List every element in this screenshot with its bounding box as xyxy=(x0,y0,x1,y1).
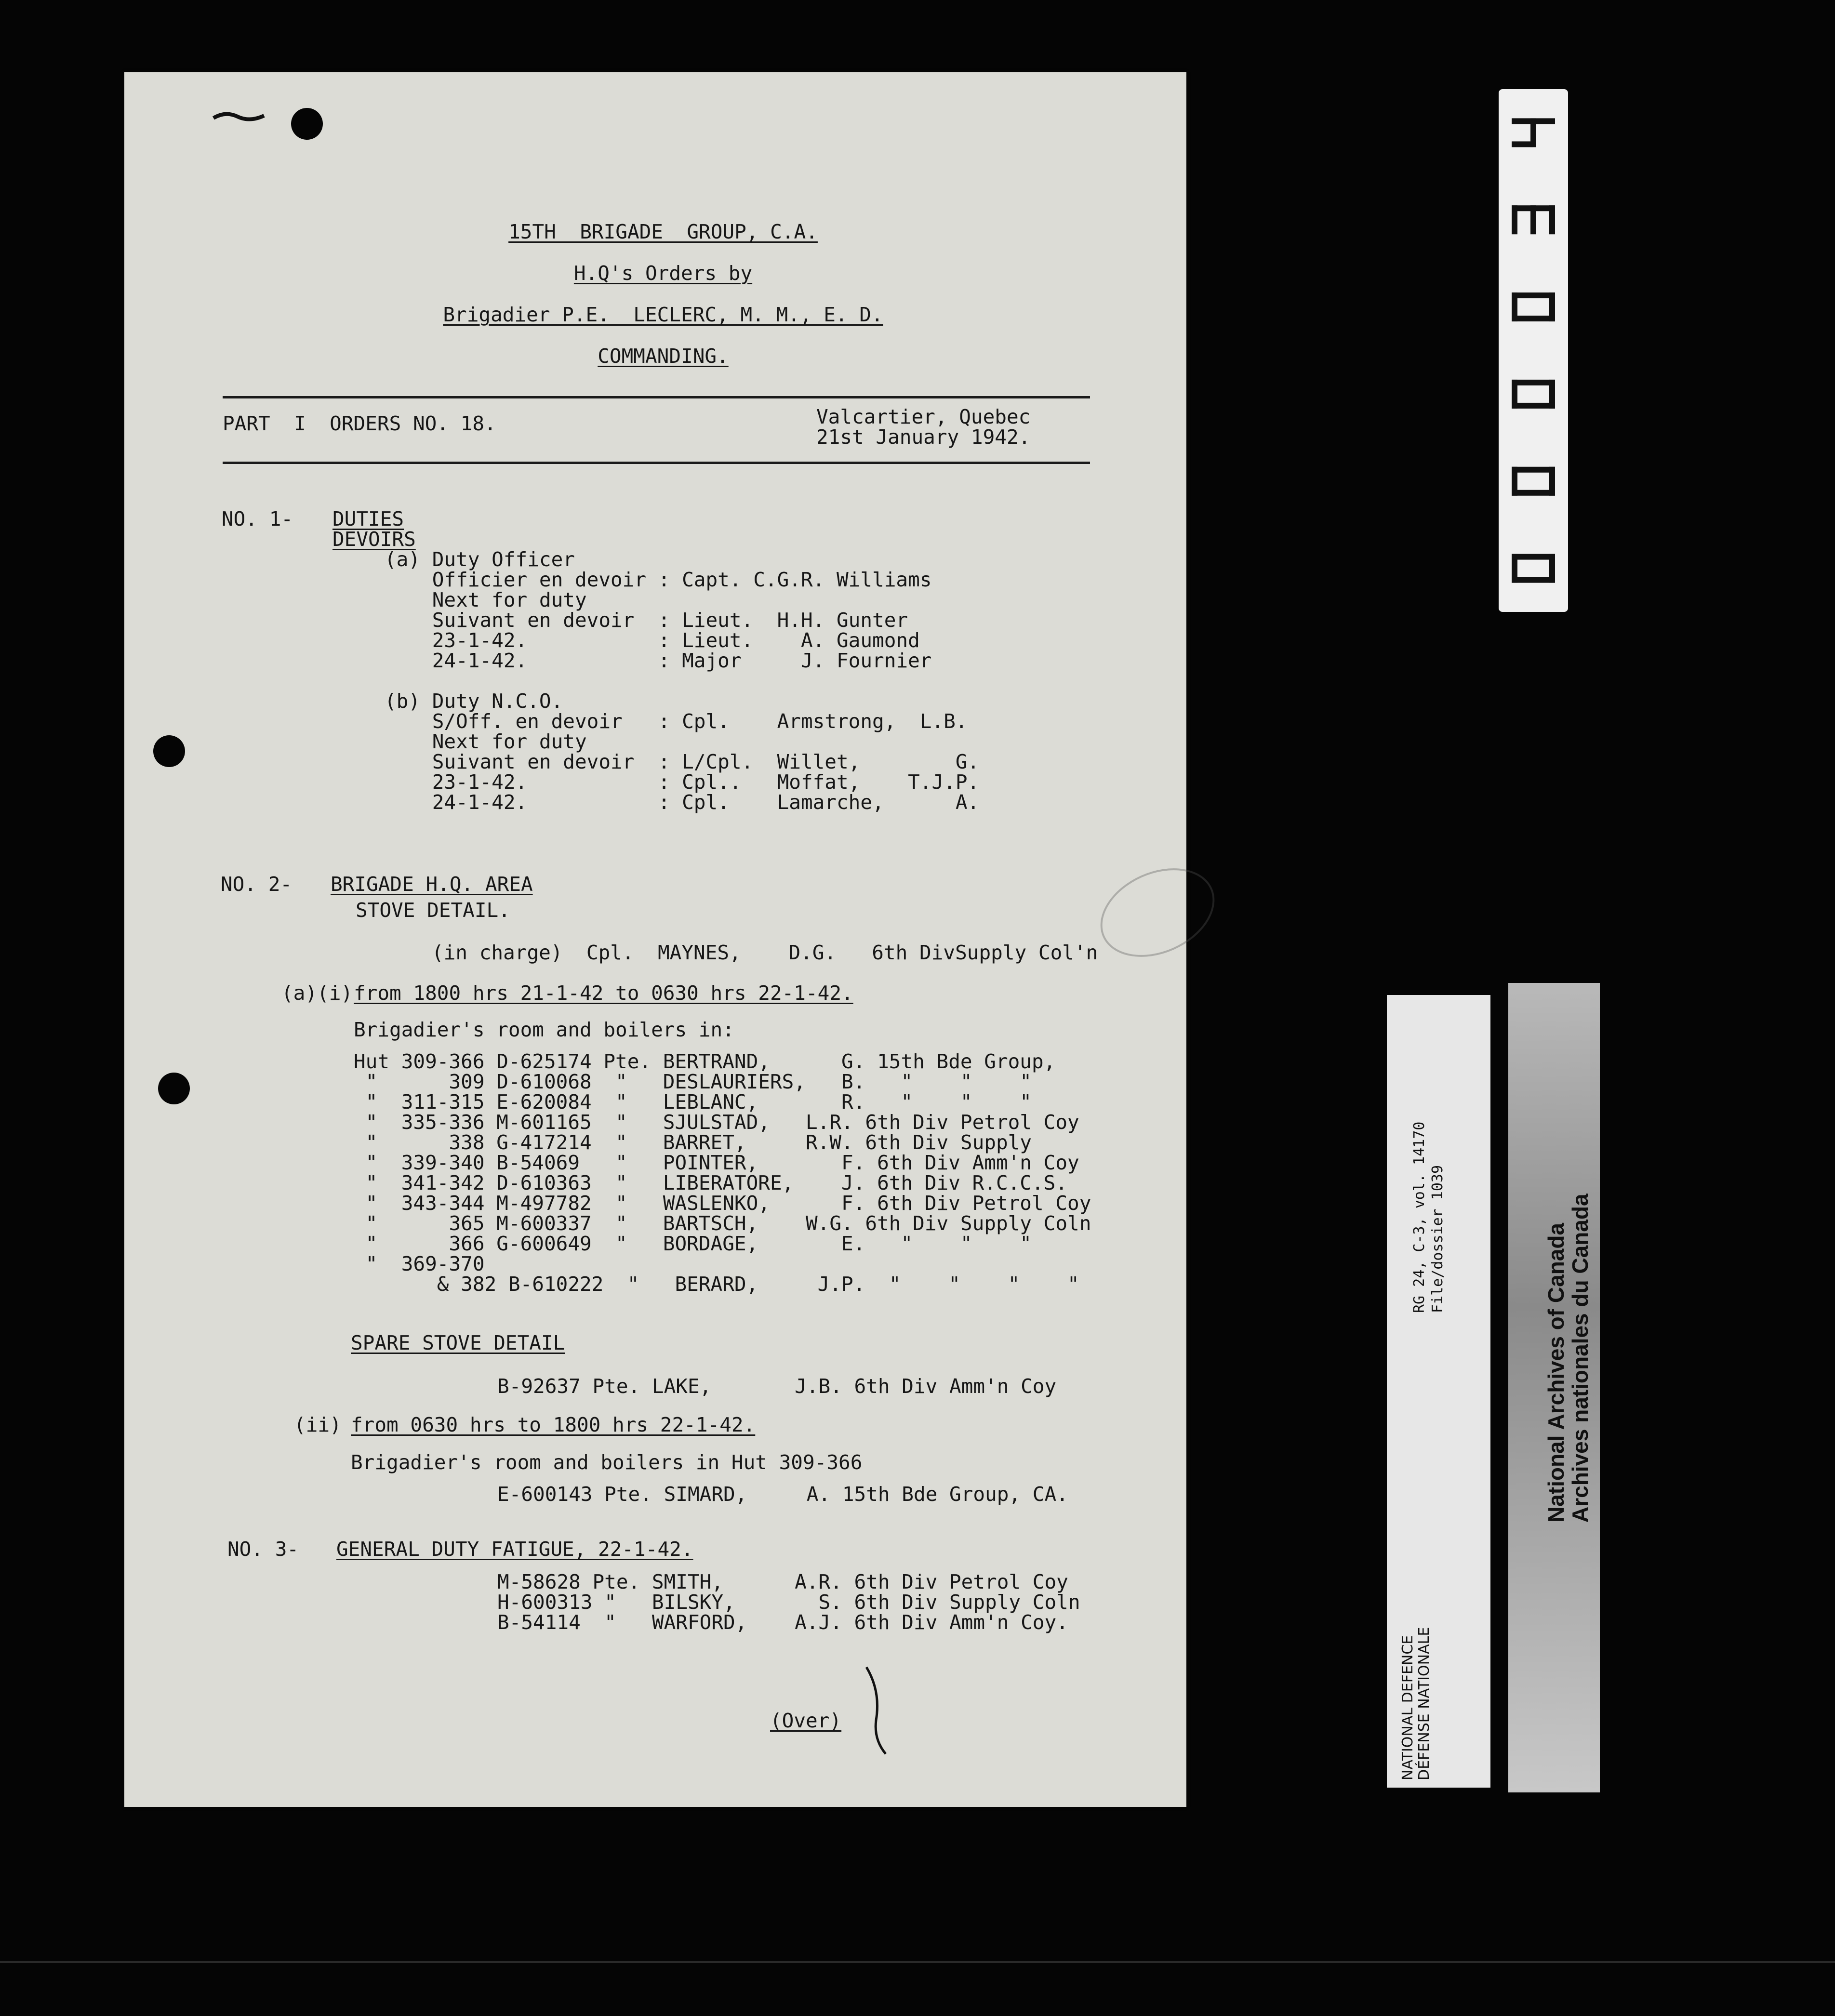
section1-number: NO. 1- xyxy=(222,507,293,531)
document-page xyxy=(124,72,1186,1807)
section1-line: 24-1-42. : Cpl. Lamarche, A. xyxy=(385,791,980,814)
period-a: from 1800 hrs 21-1-42 to 0630 hrs 22-1-42. xyxy=(354,981,853,1005)
hut-row: " 366 G-600649 " BORDAGE, E. " " " xyxy=(354,1232,1032,1255)
hut-row: " 311-315 E-620084 " LEBLANC, R. " " " xyxy=(354,1090,1032,1114)
frame-digit xyxy=(1512,554,1555,583)
section1-line: 23-1-42. : Lieut. A. Gaumond xyxy=(385,629,920,652)
period-b: from 0630 hrs to 1800 hrs 22-1-42. xyxy=(351,1413,756,1436)
national-archives-card xyxy=(1508,983,1600,1792)
frame-number-digits xyxy=(1499,89,1568,612)
archive-ref: RG 24, C-3, vol. 14170 xyxy=(1411,1121,1428,1313)
scan-edge-line xyxy=(0,1961,1835,1963)
section1-body xyxy=(385,549,979,812)
faded-stamp xyxy=(1087,851,1229,974)
punch-hole xyxy=(158,1073,190,1104)
section2-title: BRIGADE H.Q. AREA xyxy=(331,873,533,896)
spare-stove-line: B-92637 Pte. LAKE, J.B. 6th Div Amm'n Coy xyxy=(497,1375,1057,1398)
orders-place: Valcartier, Quebec xyxy=(816,405,1031,428)
punch-hole xyxy=(153,735,185,767)
punch-hole xyxy=(291,108,323,140)
section3-title: GENERAL DUTY FATIGUE, 22-1-42. xyxy=(336,1538,693,1561)
rooms-heading: Brigadier's room and boilers in: xyxy=(354,1018,734,1041)
frame-number-strip xyxy=(1499,89,1568,612)
rule-bottom xyxy=(223,462,1090,464)
frame-digit xyxy=(1512,292,1555,321)
section2-number: NO. 2- xyxy=(221,873,293,896)
hut-row: " 369-370 xyxy=(354,1252,485,1275)
hut-row: " 365 M-600337 " BARTSCH, W.G. 6th Div Supply Coln xyxy=(354,1212,1091,1235)
frame-digit xyxy=(1512,205,1555,234)
section1-line: Suivant en devoir : Lieut. H.H. Gunter xyxy=(385,609,908,632)
hut-row: & 382 B-610222 " BERARD, J.P. " " " " xyxy=(354,1273,1079,1296)
hut-row: " 341-342 D-610363 " LIBERATORE, J. 6th Div R.C.C.S. xyxy=(354,1171,1068,1194)
rooms-b-heading: Brigadier's room and boilers in Hut 309-366 xyxy=(351,1451,863,1474)
hut-row: Hut 309-366 D-625174 Pte. BERTRAND, G. 15th Bde Group, xyxy=(354,1050,1056,1073)
section1-line: Officier en devoir : Capt. C.G.R. Williams xyxy=(385,568,932,591)
hut-row: " 338 G-417214 " BARRET, R.W. 6th Div Supply xyxy=(354,1131,1032,1154)
fatigue-row: B-54114 " WARFORD, A.J. 6th Div Amm'n Coy. xyxy=(497,1611,1068,1634)
fatigue-row: H-600313 " BILSKY, S. 6th Div Supply Coln xyxy=(497,1591,1080,1614)
section3-number: NO. 3- xyxy=(227,1538,299,1561)
rule-top xyxy=(223,396,1090,398)
fatigue-row: M-58628 Pte. SMITH, A.R. 6th Div Petrol Coy xyxy=(497,1570,1068,1593)
spare-stove-title: SPARE STOVE DETAIL xyxy=(351,1331,565,1354)
section1-line xyxy=(385,671,979,691)
section1-line: (a) Duty Officer xyxy=(385,548,575,571)
section1-line: Suivant en devoir : L/Cpl. Willet, G. xyxy=(385,750,980,773)
over-note: (Over) xyxy=(770,1709,842,1732)
period-a-prefix: (a)(i) xyxy=(281,981,353,1005)
section1-line: 24-1-42. : Major J. Fournier xyxy=(385,649,932,672)
dept-en: NATIONAL DEFENCE xyxy=(1399,1635,1416,1780)
header-commander: Brigadier P.E. LECLERC, M. M., E. D. xyxy=(443,303,883,326)
section2-in-charge: (in charge) Cpl. MAYNES, D.G. 6th DivSupply Col'n xyxy=(432,941,1098,964)
frame-digit xyxy=(1512,380,1555,409)
hut-list xyxy=(354,1051,1091,1294)
section1-title-fr: DEVOIRS xyxy=(332,528,416,551)
section1-line: (b) Duty N.C.O. xyxy=(385,690,563,713)
hut-row: " 339-340 B-54069 " POINTER, F. 6th Div Amm'n Coy xyxy=(354,1151,1079,1174)
section1-title: DUTIES xyxy=(332,507,404,531)
orders-date: 21st January 1942. xyxy=(816,425,1031,449)
header-commanding: COMMANDING. xyxy=(598,345,729,368)
section2-subtitle: STOVE DETAIL. xyxy=(356,899,510,922)
hut-row: " 343-344 M-497782 " WASLENKO, F. 6th Div Petrol Coy xyxy=(354,1192,1091,1215)
hut-row: " 335-336 M-601165 " SJULSTAD, L.R. 6th Div Petrol Coy xyxy=(354,1111,1079,1134)
frame-digit xyxy=(1512,118,1555,147)
section1-line: 23-1-42. : Cpl.. Moffat, T.J.P. xyxy=(385,770,980,794)
period-b-prefix: (ii) xyxy=(294,1413,342,1436)
archive-label-card xyxy=(1387,995,1490,1788)
section1-line: Next for duty xyxy=(385,730,587,753)
archive-file: File/dossier 1039 xyxy=(1429,1165,1446,1313)
signature-tick-mark xyxy=(862,1662,900,1759)
pen-stroke-mark xyxy=(211,106,269,125)
header-brigade: 15TH BRIGADE GROUP, C.A. xyxy=(508,220,818,243)
header-orders-by: H.Q's Orders by xyxy=(573,262,753,285)
section1-line: Next for duty xyxy=(385,588,587,611)
dept-fr: DÉFENSE NATIONALE xyxy=(1416,1627,1433,1780)
orders-number: PART I ORDERS NO. 18. xyxy=(223,412,496,435)
archives-name-fr: Archives nationales du Canada xyxy=(1568,1194,1593,1523)
hut-row: " 309 D-610068 " DESLAURIERS, B. " " " xyxy=(354,1070,1032,1093)
fatigue-list xyxy=(497,1572,1080,1632)
archives-name-en: National Archives of Canada xyxy=(1543,1222,1569,1523)
section1-line: S/Off. en devoir : Cpl. Armstrong, L.B. xyxy=(385,710,968,733)
rooms-b-line: E-600143 Pte. SIMARD, A. 15th Bde Group, CA. xyxy=(497,1483,1068,1506)
frame-digit xyxy=(1512,467,1555,496)
